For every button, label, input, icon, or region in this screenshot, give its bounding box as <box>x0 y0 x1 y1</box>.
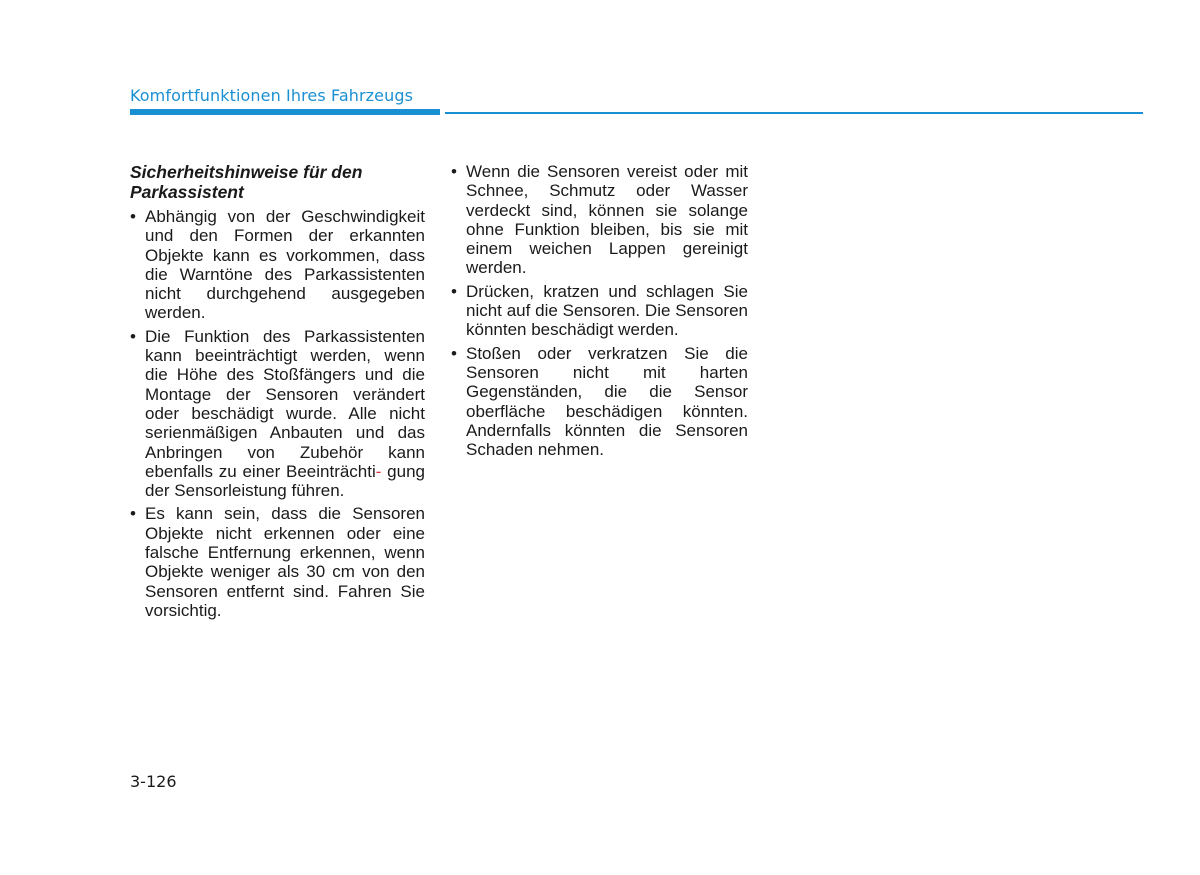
page-number: 3-126 <box>130 772 177 791</box>
bullet-icon: • <box>451 343 457 363</box>
list-item-text: Wenn die Sensoren vereist oder mit Schnee, Schmutz oder Wasser verdeckt sind, können sie solange ohne Funktion bleiben, bis sie mit einem weichen Lappen gereinigt werden. <box>466 162 748 278</box>
hyphenation-mark: - <box>375 461 382 481</box>
bullet-icon: • <box>130 326 136 346</box>
section-header-title: Komfortfunktionen Ihres Fahrzeugs <box>130 86 414 105</box>
list-item <box>451 162 748 278</box>
bullet-icon: • <box>451 162 457 181</box>
left-bullet-list <box>130 207 425 620</box>
bullet-icon: • <box>451 281 457 301</box>
list-item-text: Abhängig von der Geschwindigkeit und den Formen der erkannten Objekte kann es vorkommen, dass die Warntöne des Parkassistenten nicht durchgehend ausgegeben werden. <box>145 207 425 323</box>
list-item <box>130 327 425 501</box>
list-item <box>130 207 425 323</box>
list-item <box>451 344 748 460</box>
list-item-text: Die Funktion des Parkassistenten kann beeinträchtigt werden, wenn die Höhe des Stoßfängers und die Montage der Sensoren verändert oder beschädigt wurde. Alle nicht serienmäßigen Anbauten und das Anbringen von Zubehör kann ebenfalls zu einer Beeinträchti <box>145 326 425 481</box>
right-column <box>451 162 748 463</box>
header-rule-line <box>445 112 1143 114</box>
list-item-text: Drücken, kratzen und schlagen Sie nicht auf die Sensoren. Die Sensoren könnten beschädigt werden. <box>466 281 748 340</box>
header-accent-bar <box>130 109 440 115</box>
bullet-icon: • <box>130 207 136 226</box>
bullet-icon: • <box>130 504 136 524</box>
list-item-text: Stoßen oder verkratzen Sie die Sensoren nicht mit harten Gegenständen, die die Sensor oberfläche beschädigen könnten. Andernfalls könnten die Sensoren Schaden nehmen. <box>466 343 748 460</box>
list-item-text: Es kann sein, dass die Sensoren Objekte nicht erkennen oder eine falsche Entfernung erkennen, wenn Objekte weniger als 30 cm von den Sensoren entfernt sind. Fahren Sie vorsichtig. <box>145 504 425 620</box>
list-item-text-continued: gung der Sensorleistung führen. <box>145 461 425 501</box>
right-bullet-list <box>451 162 748 459</box>
list-item <box>451 282 748 340</box>
left-column <box>130 162 425 624</box>
list-item <box>130 504 425 620</box>
section-heading: Sicherheitshinweise für den Parkassistent <box>130 162 363 202</box>
